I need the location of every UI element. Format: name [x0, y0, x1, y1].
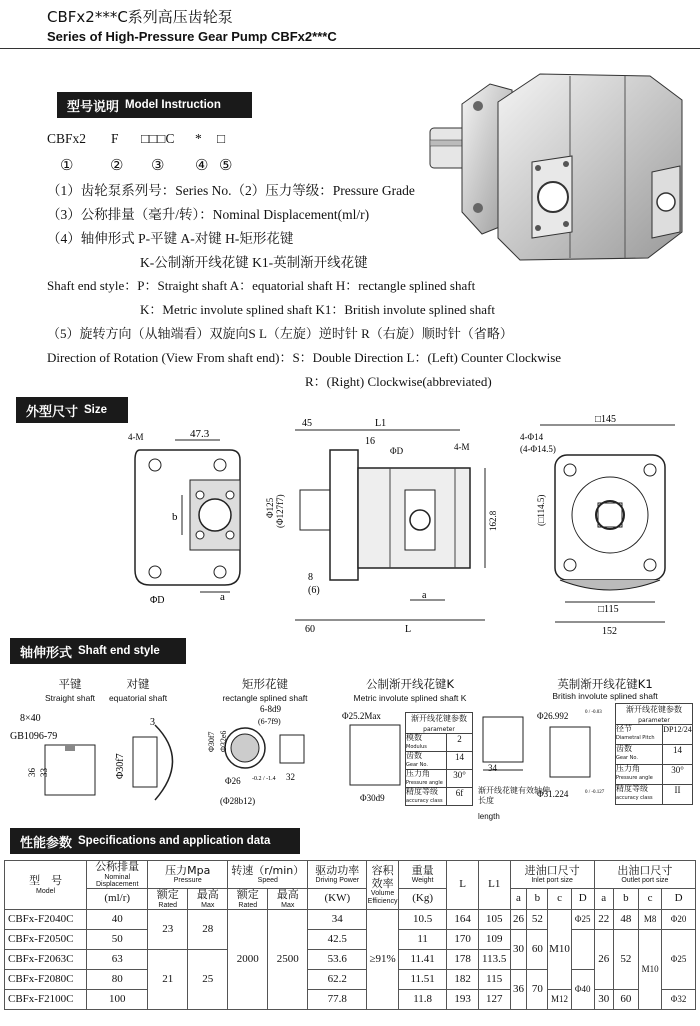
header-rated — [148, 889, 188, 910]
dim-47-3: 47.3 — [190, 428, 210, 440]
cell-in-b: 60 — [527, 930, 548, 970]
british-param-head-en: parameter — [638, 717, 670, 724]
header-outlet-en: Outlet port size — [621, 877, 669, 885]
header-out-b: b — [613, 889, 638, 910]
dim-british-t1: 0 / -0.03 — [585, 710, 602, 715]
header-disp-en: Nominal Displacement — [95, 873, 139, 888]
header-weight-cn: 重量 — [411, 863, 434, 877]
metric-param-row — [405, 752, 473, 770]
section-title-en: Model Instruction — [125, 99, 221, 111]
header-max-cn: 最高 — [276, 888, 299, 902]
cell-in-b: 52 — [527, 910, 548, 930]
cell-out-a: 22 — [594, 910, 613, 930]
dim-rect-30: Φ30f7 — [207, 731, 216, 752]
model-line: Shaft end style：P：Straight shaft A：equatorial shaft H：rectangle splined shaft — [47, 278, 476, 293]
dim-key: 8×40 — [20, 713, 41, 724]
dim-spline-b: (6-7f9) — [258, 717, 281, 726]
header-rated-en: Rated — [238, 901, 258, 909]
table-row — [5, 910, 696, 930]
cell-in-a: 26 — [510, 910, 527, 930]
cell-power: 77.8 — [308, 990, 367, 1010]
cell-L: 164 — [447, 910, 479, 930]
dim-30f7: Φ30f7 — [115, 753, 126, 779]
dim-d: ΦD — [150, 595, 165, 606]
header-max-en: Max — [201, 901, 215, 909]
header-speed-en: Speed — [257, 877, 278, 885]
section-specifications — [10, 828, 300, 854]
caption-eq-en: equatorial shaft — [108, 693, 168, 703]
british-param-head — [615, 703, 693, 725]
british-param-label: 压力角 — [616, 764, 640, 773]
british-param-label: 精度等级 — [616, 784, 648, 793]
dim-4m: 4-M — [128, 432, 144, 442]
cell-in-b: 70 — [527, 970, 548, 1010]
model-line: （1）齿轮泵系列号：Series No.（2）压力等级：Pressure Grade — [47, 183, 415, 198]
header-rated-en: Rated — [158, 901, 178, 909]
cell-disp: 50 — [87, 930, 148, 950]
rear-view-drawing — [520, 410, 695, 640]
cell-out-b: 48 — [613, 910, 638, 930]
model-code — [47, 131, 267, 149]
british-shaft-drawing — [535, 705, 615, 815]
cell-in-D — [571, 930, 594, 970]
header-speed-rated — [228, 889, 268, 910]
code-displacement: □□□C — [141, 131, 175, 146]
code-pressure: F — [111, 131, 119, 146]
british-param-row — [615, 785, 693, 805]
british-param-value: II — [662, 785, 692, 804]
metric-param-row — [405, 788, 473, 806]
cell-out-a: 30 — [594, 990, 613, 1010]
dim-rect-32l: 32 — [286, 772, 295, 782]
metric-param-value: 2 — [446, 734, 472, 751]
cell-L1: 113.5 — [478, 950, 510, 970]
dim-114-5: (□114.5) — [536, 494, 546, 526]
metric-param-label: 模数 — [406, 733, 422, 742]
code-number: ④ — [195, 158, 209, 174]
dim-side-d: ΦD — [390, 446, 404, 456]
british-param-label-en: Gear No. — [616, 755, 638, 761]
cell-in-a: 36 — [510, 970, 527, 1010]
metric-param-value: 30° — [446, 770, 472, 787]
cell-L1: 127 — [478, 990, 510, 1010]
cell-rated: 23 — [148, 910, 188, 950]
caption-british-cn: 英制渐开线花键K1 — [557, 677, 653, 691]
dim-metric-max: Φ25.2Max — [342, 711, 381, 721]
cell-L: 182 — [447, 970, 479, 990]
header-weight — [398, 861, 446, 889]
model-line: （5）旋转方向（从轴端看）双旋向S L（左旋）逆时针 R（右旋）顺时针（省略） — [47, 326, 513, 341]
header-max-en: Max — [281, 901, 295, 909]
dim-L: L — [405, 624, 412, 635]
header-in-b: b — [527, 889, 548, 910]
header-outlet — [594, 861, 695, 889]
dim-rect-26: Φ26 — [225, 776, 241, 786]
model-line: （3）公称排量（毫升/转）：Nominal Displacement(ml/r) — [47, 207, 370, 222]
cell-model: CBFx-F2080C — [5, 970, 87, 990]
caption-straight-cn: 平键 — [58, 677, 82, 691]
code-number: ⑤ — [219, 158, 233, 174]
header-power-unit: (KW) — [308, 889, 367, 910]
header-L: L — [447, 861, 479, 910]
dim-rect-28: (Φ28b12) — [220, 796, 256, 806]
header-inlet-cn: 进油口尺寸 — [524, 863, 580, 877]
metric-param-label-en: Gear No. — [406, 762, 428, 768]
section-title-cn: 性能参数 — [20, 835, 73, 851]
metric-param-table — [405, 712, 473, 806]
british-param-head-cn: 渐开线花键参数 — [626, 705, 682, 714]
dim-152: 152 — [602, 626, 617, 637]
dim-pilot: Φ125 — [265, 497, 275, 518]
cell-disp: 63 — [87, 950, 148, 970]
side-view-drawing — [265, 410, 520, 640]
british-param-label-en: Pressure angle — [616, 775, 653, 781]
cell-out-D: Φ32 — [662, 990, 696, 1010]
cell-max: 25 — [188, 950, 228, 1010]
table-row — [5, 930, 696, 950]
dim-rect-32: Φ32e6 — [219, 730, 228, 752]
dim-side-m: 4-M — [454, 442, 470, 452]
header-out-D: D — [662, 889, 696, 910]
code-rotation: □ — [217, 131, 226, 146]
dim-height: 162.8 — [488, 510, 498, 531]
header-eff — [367, 861, 399, 910]
metric-param-row — [405, 734, 473, 752]
front-view-drawing — [100, 420, 250, 620]
cell-in-D: Φ25 — [571, 910, 594, 930]
header-L1: L1 — [478, 861, 510, 910]
cell-weight: 11.8 — [398, 990, 446, 1010]
dim-45: 45 — [302, 418, 312, 429]
cell-disp: 40 — [87, 910, 148, 930]
header-out-c: c — [638, 889, 661, 910]
table-row — [5, 970, 696, 990]
cell-rated: 21 — [148, 950, 188, 1010]
caption-straight-en: Straight shaft — [44, 693, 96, 703]
header-max — [188, 889, 228, 910]
metric-param-label: 压力角 — [406, 769, 430, 778]
british-param-row — [615, 765, 693, 785]
british-param-row — [615, 725, 693, 745]
metric-param-label-en: Modulus — [406, 744, 427, 750]
header-model-cn: 型 号 — [29, 874, 63, 888]
cell-in-c: M10 — [548, 910, 571, 990]
spec-subheader-row — [5, 889, 696, 910]
header-power-cn: 驱动功率 — [315, 863, 360, 877]
british-param-table — [615, 703, 693, 805]
section-title-en: Size — [84, 404, 108, 416]
dim-60: 60 — [305, 624, 315, 635]
metric-param-head-cn: 渐开线花键参数 — [411, 714, 467, 723]
model-line: （4）轴伸形式 P-平键 A-对键 H-矩形花键 — [47, 231, 294, 246]
metric-param-label: 精度等级 — [406, 787, 438, 796]
cell-out-D: Φ25 — [662, 930, 696, 990]
caption-metric-en: Metric involute splined shaft K — [353, 693, 467, 703]
dim-british-1: Φ26.992 — [537, 711, 569, 721]
cell-weight: 10.5 — [398, 910, 446, 930]
header-pressure-cn: 压力Mpa — [165, 863, 211, 877]
page-title: CBFx2***C系列高压齿轮泵 — [47, 8, 233, 26]
model-line: K：Metric involute splined shaft K1：British involute splined shaft — [140, 302, 495, 317]
cell-out-c: M8 — [638, 910, 661, 930]
metric-param-label-en: accuracy class — [406, 798, 443, 804]
model-code-numbers — [47, 156, 267, 174]
header-speed-cn: 转速（r/min） — [231, 863, 305, 877]
header-disp-cn: 公称排量 — [95, 860, 140, 873]
dim-holes-b: (4-Φ14.5) — [520, 444, 556, 454]
cell-disp: 80 — [87, 970, 148, 990]
dim-16: 16 — [365, 436, 375, 447]
british-param-label-en: accuracy class — [616, 795, 653, 801]
header-out-a: a — [594, 889, 613, 910]
metric-param-head-en: parameter — [423, 726, 455, 733]
metric-param-label-en: Pressure angle — [406, 780, 443, 786]
caption-rect-en: rectangle splined shaft — [222, 693, 308, 703]
cell-model: CBFx-F2050C — [5, 930, 87, 950]
section-title-cn: 轴伸形式 — [20, 645, 73, 661]
header-inlet — [510, 861, 594, 889]
header-outlet-cn: 出油口尺寸 — [617, 863, 673, 877]
metric-param-value: 14 — [446, 752, 472, 769]
header-rated-cn: 额定 — [156, 888, 179, 902]
dim-b: b — [172, 511, 178, 523]
header-inlet-en: Inlet port size — [531, 877, 573, 885]
cell-weight: 11.41 — [398, 950, 446, 970]
code-series: CBFx2 — [47, 131, 87, 146]
cell-weight: 11.51 — [398, 970, 446, 990]
cell-power: 34 — [308, 910, 367, 930]
british-param-value: 14 — [662, 745, 692, 764]
header-speed-max — [268, 889, 308, 910]
dim-8: 8 — [308, 572, 313, 583]
header-speed — [228, 861, 308, 889]
british-param-label: 径节 — [616, 724, 632, 733]
cell-out-c: M10 — [638, 930, 661, 1010]
header-power — [308, 861, 367, 889]
cell-L: 170 — [447, 930, 479, 950]
cell-eff: ≥91% — [367, 910, 399, 1010]
header-weight-unit: (Kg) — [398, 889, 446, 910]
british-param-row — [615, 745, 693, 765]
dim-std: GB1096-79 — [10, 731, 58, 742]
british-param-value: DP12/24 — [662, 725, 692, 744]
cell-weight: 11 — [398, 930, 446, 950]
code-number: ③ — [151, 158, 165, 174]
dim-british-2: Φ31.224 — [537, 789, 569, 799]
header-pressure — [148, 861, 228, 889]
dim-115: □115 — [598, 604, 619, 615]
cell-out-a: 26 — [594, 930, 613, 990]
cell-max: 28 — [188, 910, 228, 950]
dim-british-t2: 0 / -0.127 — [585, 790, 605, 795]
section-shaft-end — [10, 638, 186, 664]
cell-L: 178 — [447, 950, 479, 970]
cell-L1: 109 — [478, 930, 510, 950]
cell-power: 42.5 — [308, 930, 367, 950]
dim-metric-34: 34 — [488, 763, 497, 773]
cell-L: 193 — [447, 990, 479, 1010]
dim-33: 33 — [39, 768, 49, 777]
header-eff-en: Volume Efficiency — [367, 890, 398, 905]
model-line: K-公制渐开线花键 K1-英制渐开线花键 — [140, 255, 368, 270]
cell-in-c: M12 — [548, 990, 571, 1010]
cell-out-b: 60 — [613, 990, 638, 1010]
model-line: Direction of Rotation (View From shaft end)：S：Double Direction L：(Left) Counter Clockwise — [47, 350, 562, 365]
dim-3: 3 — [150, 717, 155, 728]
metric-param-row — [405, 770, 473, 788]
dim-6: (6) — [308, 585, 320, 596]
spec-table — [4, 860, 696, 1010]
metric-spline-side — [475, 712, 535, 782]
dim-l1: L1 — [375, 418, 387, 429]
section-title-cn: 外型尺寸 — [26, 404, 79, 420]
cell-L1: 115 — [478, 970, 510, 990]
section-model-instruction — [57, 92, 252, 118]
dim-pilot-b: (Φ127f7) — [275, 494, 285, 528]
header-rated-cn: 额定 — [236, 888, 259, 902]
cell-model: CBFx-F2063C — [5, 950, 87, 970]
cell-in-a: 30 — [510, 930, 527, 970]
header-divider — [0, 48, 700, 49]
cell-model: CBFx-F2100C — [5, 990, 87, 1010]
cell-disp: 100 — [87, 990, 148, 1010]
header-max-cn: 最高 — [196, 888, 219, 902]
section-title-cn: 型号说明 — [67, 99, 120, 115]
cell-power: 53.6 — [308, 950, 367, 970]
header-in-a: a — [510, 889, 527, 910]
british-param-value: 30° — [662, 765, 692, 784]
pump-illustration — [420, 62, 700, 272]
straight-shaft-drawing — [5, 705, 195, 815]
cell-speed-max: 2500 — [268, 910, 308, 1010]
british-param-label-en: Diametral Pitch — [616, 735, 655, 741]
section-title-en: Specifications and application data — [78, 835, 271, 847]
dim-side-a: a — [422, 590, 427, 601]
dim-holes: 4-Φ14 — [520, 432, 544, 442]
dim-36: 36 — [27, 768, 37, 777]
rect-shaft-drawing — [190, 700, 320, 812]
model-line: R：(Right) Clockwise(abbreviated) — [305, 374, 492, 389]
metric-param-label: 齿数 — [406, 751, 422, 760]
header-power-en: Driving Power — [315, 877, 360, 885]
cell-L1: 105 — [478, 910, 510, 930]
dim-metric-dia: Φ30d9 — [360, 793, 385, 803]
metric-note-cn: 渐开线花键有效轴伸长度 — [478, 786, 550, 806]
cell-speed-rated: 2000 — [228, 910, 268, 1010]
caption-rect-cn: 矩形花键 — [242, 677, 288, 691]
caption-eq-cn: 对键 — [126, 677, 150, 691]
cell-power: 62.2 — [308, 970, 367, 990]
dim-rect-tol: -0.2 / -1.4 — [252, 776, 276, 782]
metric-param-head — [405, 712, 473, 734]
cell-out-D: Φ20 — [662, 910, 696, 930]
header-weight-en: Weight — [411, 877, 434, 885]
code-shaft: * — [195, 131, 202, 146]
header-eff-cn: 容积效率 — [371, 864, 394, 890]
header-disp-unit: (ml/r) — [87, 889, 148, 910]
cell-in-D: Φ40 — [571, 970, 594, 1010]
header-in-D: D — [571, 889, 594, 910]
header-model — [5, 861, 87, 910]
cell-model: CBFx-F2040C — [5, 910, 87, 930]
caption-british-en: British involute splined shaft — [552, 691, 658, 701]
header-model-en: Model — [36, 887, 56, 895]
dim-a: a — [220, 591, 225, 603]
caption-metric-cn: 公制渐开线花键K — [365, 677, 455, 691]
metric-note-en: length — [478, 812, 500, 821]
code-number: ② — [110, 158, 124, 174]
spec-header-row — [5, 861, 696, 889]
dim-spline: 6-8d9 — [260, 704, 281, 714]
cell-out-b: 52 — [613, 930, 638, 990]
british-param-label: 齿数 — [616, 744, 632, 753]
header-disp — [87, 861, 148, 889]
section-title-en: Shaft end style — [78, 645, 160, 657]
dim-145: □145 — [595, 414, 617, 425]
header-pressure-en: Pressure — [173, 877, 202, 885]
page-subtitle: Series of High-Pressure Gear Pump CBFx2***C — [47, 29, 337, 44]
metric-param-value: 6f — [446, 788, 472, 805]
code-number: ① — [60, 158, 74, 174]
header-in-c: c — [548, 889, 571, 910]
